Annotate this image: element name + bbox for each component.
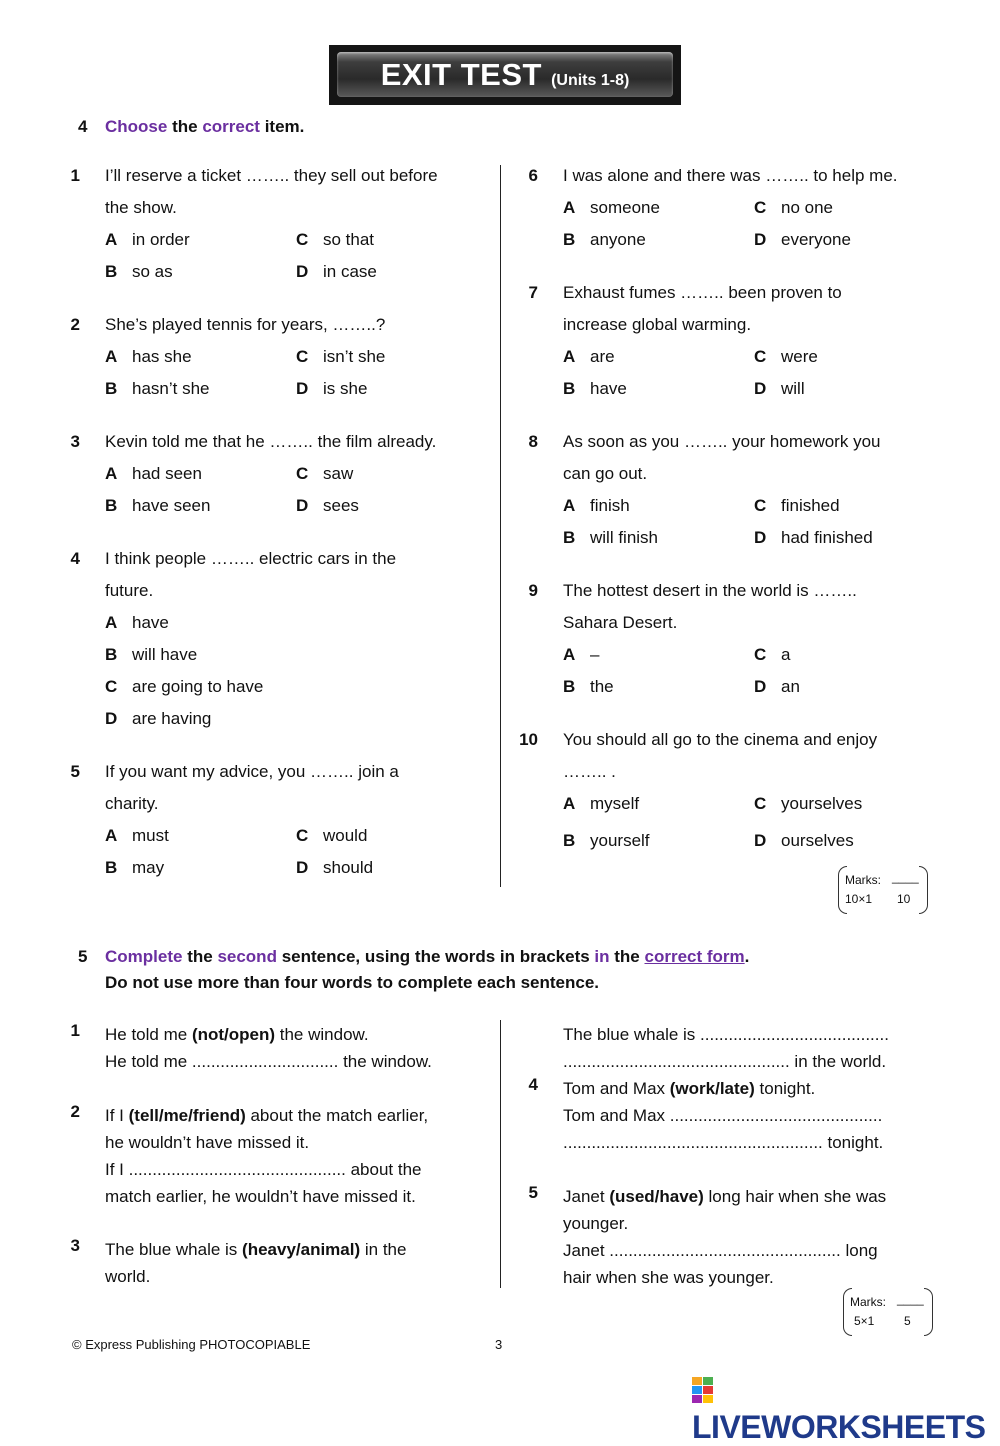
section-4-heading: 4 Choose the correct item.: [78, 117, 305, 136]
option-letter: A: [105, 613, 118, 632]
question-number: 9: [528, 581, 538, 600]
answer-option[interactable]: [105, 496, 285, 520]
item-prompt: Janet (used/have) long hair when she was: [563, 1187, 887, 1206]
option-letter: A: [563, 496, 576, 515]
option-letter: A: [105, 464, 118, 483]
option-letter: D: [296, 858, 309, 877]
question-number: 6: [528, 166, 538, 185]
item-number: 5: [528, 1183, 538, 1202]
answer-option[interactable]: [105, 858, 285, 882]
answer-option[interactable]: [754, 831, 934, 855]
answer-line[interactable]: Janet ................................................. long: [563, 1241, 878, 1260]
option-letter: D: [296, 262, 309, 281]
option-text: had seen: [132, 464, 202, 483]
answer-option[interactable]: [296, 464, 476, 488]
answer-option[interactable]: [105, 826, 285, 850]
option-letter: D: [754, 230, 767, 249]
answer-option[interactable]: [563, 379, 743, 403]
answer-option[interactable]: [105, 613, 345, 637]
option-letter: B: [105, 379, 118, 398]
option-text: is she: [323, 379, 368, 398]
answer-option[interactable]: [105, 464, 285, 488]
option-letter: B: [563, 379, 576, 398]
liveworksheets-logo[interactable]: LIVEWORKSHEETS: [692, 1372, 1000, 1446]
answer-option[interactable]: [563, 198, 743, 222]
answer-option[interactable]: [105, 645, 345, 669]
option-text: sees: [323, 496, 359, 515]
marks-box-section-4: Marks: ____ 10×1 10: [838, 866, 928, 914]
option-text: yourself: [590, 831, 650, 850]
answer-option[interactable]: [754, 794, 934, 818]
option-text: will finish: [590, 528, 659, 547]
answer-option[interactable]: [296, 496, 476, 520]
question-text: Kevin told me that he …….. the film already.: [105, 432, 437, 451]
option-letter: C: [754, 794, 767, 813]
option-text: ourselves: [781, 831, 854, 850]
answer-option[interactable]: [754, 198, 934, 222]
section-5-heading: 5 Complete the second sentence, using the words in brackets in the correct form. Do not use more than four words to complete each sentence.: [78, 947, 750, 992]
question-number: 4: [70, 549, 80, 568]
item-number: 1: [70, 1021, 80, 1040]
answer-option[interactable]: [105, 347, 285, 371]
item-prompt: If I (tell/me/friend) about the match earlier,: [105, 1106, 429, 1125]
page-number: 3: [495, 1337, 503, 1352]
item-prompt-continued: world.: [105, 1267, 151, 1286]
question-text: increase global warming.: [563, 315, 752, 334]
option-text: had finished: [781, 528, 873, 547]
option-text: should: [323, 858, 374, 877]
option-text: are: [590, 347, 615, 366]
option-letter: D: [105, 709, 118, 728]
option-text: so that: [323, 230, 375, 249]
question-text: Exhaust fumes …….. been proven to: [563, 283, 842, 302]
question-number: 3: [70, 432, 80, 451]
question-text: the show.: [105, 198, 177, 217]
option-letter: B: [105, 496, 118, 515]
answer-option[interactable]: [563, 645, 743, 669]
answer-option[interactable]: [105, 677, 345, 701]
question-text: can go out.: [563, 464, 648, 483]
units-label: (Units 1-8): [551, 72, 630, 89]
question-text: She’s played tennis for years, ……..?: [105, 315, 386, 334]
option-letter: B: [563, 230, 576, 249]
answer-option[interactable]: [563, 230, 743, 254]
option-text: must: [132, 826, 169, 845]
answer-option[interactable]: [754, 496, 934, 520]
option-text: an: [781, 677, 800, 696]
item-prompt: He told me (not/open) the window.: [105, 1025, 369, 1044]
option-text: may: [132, 858, 165, 877]
answer-option[interactable]: [563, 831, 743, 855]
answer-option[interactable]: [563, 496, 743, 520]
option-letter: C: [754, 496, 767, 515]
option-text: have: [132, 613, 169, 632]
option-text: a: [781, 645, 791, 664]
question-number: 8: [528, 432, 538, 451]
question-text: If you want my advice, you …….. join a: [105, 762, 399, 781]
option-text: someone: [590, 198, 660, 217]
answer-option[interactable]: [296, 262, 476, 286]
copyright: © Express Publishing PHOTOCOPIABLE: [72, 1337, 311, 1352]
item-number: 3: [70, 1236, 80, 1255]
option-letter: D: [754, 528, 767, 547]
option-letter: B: [563, 528, 576, 547]
option-text: saw: [323, 464, 354, 483]
question-text: I’ll reserve a ticket …….. they sell out before: [105, 166, 438, 185]
option-letter: D: [754, 677, 767, 696]
answer-option[interactable]: [296, 379, 476, 403]
answer-option[interactable]: [563, 347, 743, 371]
answer-line[interactable]: hair when she was younger.: [563, 1268, 774, 1287]
page-title: EXIT TEST: [380, 57, 542, 92]
answer-option[interactable]: [296, 230, 476, 254]
answer-line[interactable]: match earlier, he wouldn’t have missed it.: [105, 1187, 416, 1206]
option-text: would: [323, 826, 368, 845]
answer-line[interactable]: ....................................................... tonight.: [563, 1133, 884, 1152]
answer-option[interactable]: [105, 379, 285, 403]
option-letter: B: [563, 677, 576, 696]
section-5-instruction-line-2: Do not use more than four words to complete each sentence.: [105, 973, 600, 992]
option-text: everyone: [781, 230, 851, 249]
answer-option[interactable]: [754, 347, 934, 371]
option-letter: D: [296, 496, 309, 515]
answer-line[interactable]: He told me ............................... the window.: [105, 1052, 432, 1071]
answer-option[interactable]: [563, 677, 743, 701]
answer-option[interactable]: [754, 528, 934, 552]
item-number: 4: [528, 1075, 538, 1094]
option-text: has she: [132, 347, 192, 366]
answer-line[interactable]: If I .............................................. about the: [105, 1160, 422, 1179]
option-text: will have: [132, 645, 198, 664]
option-text: are having: [132, 709, 212, 728]
option-text: anyone: [590, 230, 646, 249]
question-text: I was alone and there was …….. to help me.: [563, 166, 898, 185]
option-text: –: [590, 645, 600, 664]
item-number: 2: [70, 1102, 80, 1121]
question-number: 7: [528, 283, 538, 302]
question-number: 1: [70, 166, 80, 185]
item-prompt: Tom and Max (work/late) tonight.: [563, 1079, 816, 1098]
answer-line[interactable]: ................................................ in the world.: [563, 1052, 887, 1071]
option-text: finished: [781, 496, 840, 515]
option-letter: C: [296, 230, 309, 249]
option-letter: A: [105, 230, 118, 249]
question-number: 10: [519, 730, 538, 749]
option-letter: C: [296, 347, 309, 366]
question-text: The hottest desert in the world is ……..: [563, 581, 857, 600]
option-letter: B: [105, 645, 118, 664]
liveworksheets-icon: [692, 1377, 714, 1403]
option-text: isn’t she: [323, 347, 386, 366]
option-letter: D: [754, 379, 767, 398]
option-letter: A: [563, 645, 576, 664]
item-prompt-continued: younger.: [563, 1214, 629, 1233]
question-text: Sahara Desert.: [563, 613, 678, 632]
question-text: future.: [105, 581, 154, 600]
option-letter: A: [563, 347, 576, 366]
item-prompt-continued: he wouldn’t have missed it.: [105, 1133, 310, 1152]
option-text: were: [781, 347, 818, 366]
option-letter: B: [105, 858, 118, 877]
option-letter: D: [296, 379, 309, 398]
option-letter: A: [563, 198, 576, 217]
answer-option[interactable]: [754, 645, 934, 669]
option-text: myself: [590, 794, 640, 813]
option-text: no one: [781, 198, 833, 217]
answer-option[interactable]: [105, 709, 345, 733]
answer-option[interactable]: [105, 262, 285, 286]
question-text: You should all go to the cinema and enjoy: [563, 730, 878, 749]
column-divider: [500, 165, 501, 887]
option-letter: C: [105, 677, 118, 696]
question-number: 5: [70, 762, 80, 781]
answer-option[interactable]: [105, 230, 285, 254]
option-letter: C: [754, 645, 767, 664]
option-letter: A: [105, 826, 118, 845]
option-letter: C: [754, 198, 767, 217]
answer-option[interactable]: [563, 528, 743, 552]
title-banner: [329, 45, 681, 105]
item-prompt: The blue whale is (heavy/animal) in the: [105, 1240, 407, 1259]
option-letter: A: [563, 794, 576, 813]
option-text: finish: [590, 496, 630, 515]
option-text: so as: [132, 262, 173, 281]
answer-option[interactable]: [563, 794, 743, 818]
option-letter: C: [754, 347, 767, 366]
option-text: are going to have: [132, 677, 264, 696]
option-text: in order: [132, 230, 190, 249]
answer-option[interactable]: [754, 379, 934, 403]
answer-line[interactable]: The blue whale is ........................................: [563, 1025, 889, 1044]
question-number: 2: [70, 315, 80, 334]
option-text: the: [590, 677, 614, 696]
option-letter: A: [105, 347, 118, 366]
answer-option[interactable]: [754, 677, 934, 701]
answer-option[interactable]: [296, 826, 476, 850]
option-text: in case: [323, 262, 377, 281]
question-text: charity.: [105, 794, 159, 813]
answer-option[interactable]: [754, 230, 934, 254]
option-text: have: [590, 379, 627, 398]
column-divider-2: [500, 1020, 501, 1288]
option-letter: D: [754, 831, 767, 850]
option-letter: C: [296, 826, 309, 845]
answer-option[interactable]: [296, 347, 476, 371]
option-text: have seen: [132, 496, 211, 515]
option-text: hasn’t she: [132, 379, 210, 398]
question-text: I think people …….. electric cars in the: [105, 549, 397, 568]
answer-option[interactable]: [296, 858, 476, 882]
option-letter: B: [563, 831, 576, 850]
option-letter: B: [105, 262, 118, 281]
option-text: will: [781, 379, 805, 398]
option-letter: C: [296, 464, 309, 483]
question-text: …….. .: [563, 762, 616, 781]
option-text: yourselves: [781, 794, 863, 813]
question-text: As soon as you …….. your homework you: [563, 432, 881, 451]
answer-line[interactable]: Tom and Max .............................................: [563, 1106, 883, 1125]
marks-box-section-5: Marks: ____ 5×1 5: [843, 1288, 933, 1336]
